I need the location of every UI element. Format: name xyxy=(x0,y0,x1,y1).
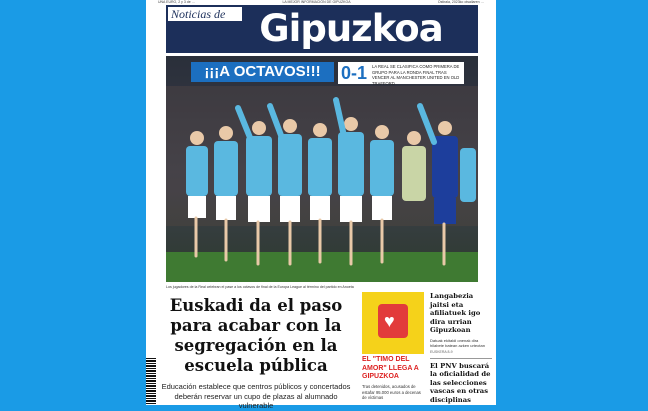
cover-photo xyxy=(166,56,478,282)
sidebar-text-1: Datuak ekitaldi onenak dira hilabete batean azken urteotan xyxy=(430,337,485,348)
sidebar-byline-1: EUSKERA 8-9 xyxy=(430,349,453,354)
photo-caption: Los jugadores de la Real celebran el pase a los octavos de final de la Europa League al término del partido en Anoeta xyxy=(166,285,354,289)
main-deck: Educación establece que centros públicos y concertados deberán reservar un cupo de plazas al alumnado vulnerable xyxy=(161,382,351,410)
topbar-left: UNA EURO, 2 y 3 de … xyxy=(158,0,196,4)
main-headline: Euskadi da el paso para acabar con la segregación en la escuela pública xyxy=(169,296,343,375)
stadium-photo-illustration xyxy=(166,56,478,282)
heart-icon: ♥ xyxy=(378,304,408,338)
promo-box xyxy=(362,292,424,405)
promo-text: Tras detenidos, acusados de estafar 95.000 euros a decenas de víctimas xyxy=(362,384,421,400)
masthead-kicker: Noticias de xyxy=(168,7,242,21)
photo-headline: ¡¡¡A OCTAVOS!!! xyxy=(191,62,334,82)
divider xyxy=(430,358,492,359)
match-score: 0-1 xyxy=(341,63,368,83)
masthead xyxy=(166,5,478,53)
barcode xyxy=(146,358,156,405)
newspaper-front-page xyxy=(146,0,496,410)
score-box xyxy=(338,62,464,84)
topbar-center: LA MEJOR INFORMACIÓN DE GIPUZKOA xyxy=(282,0,351,4)
topbar-right: Ostirala, 2023ko otsailaren … xyxy=(437,0,484,4)
sidebar xyxy=(430,292,492,405)
sidebar-headline-1: Langabezia jaitsi eta afiliatuek igo dira urrian Gipuzkoan xyxy=(430,292,481,334)
masthead-title: Gipuzkoa xyxy=(259,7,443,50)
score-summary: LA REAL SE CLASIFICA COMO PRIMERA DE GRUPO PARA LA RONDA FINAL TRAS VENCER AL MANCHESTER UNITED EN OLD TRAFFORD xyxy=(372,64,460,86)
sidebar-headline-2: El PNV buscará la oficialidad de las selecciones vascas en otras disciplinas xyxy=(430,361,491,404)
promo-image xyxy=(362,292,424,354)
promo-title: EL "TIMO DEL AMOR" LLEGA A GIPUZKOA xyxy=(362,356,419,380)
